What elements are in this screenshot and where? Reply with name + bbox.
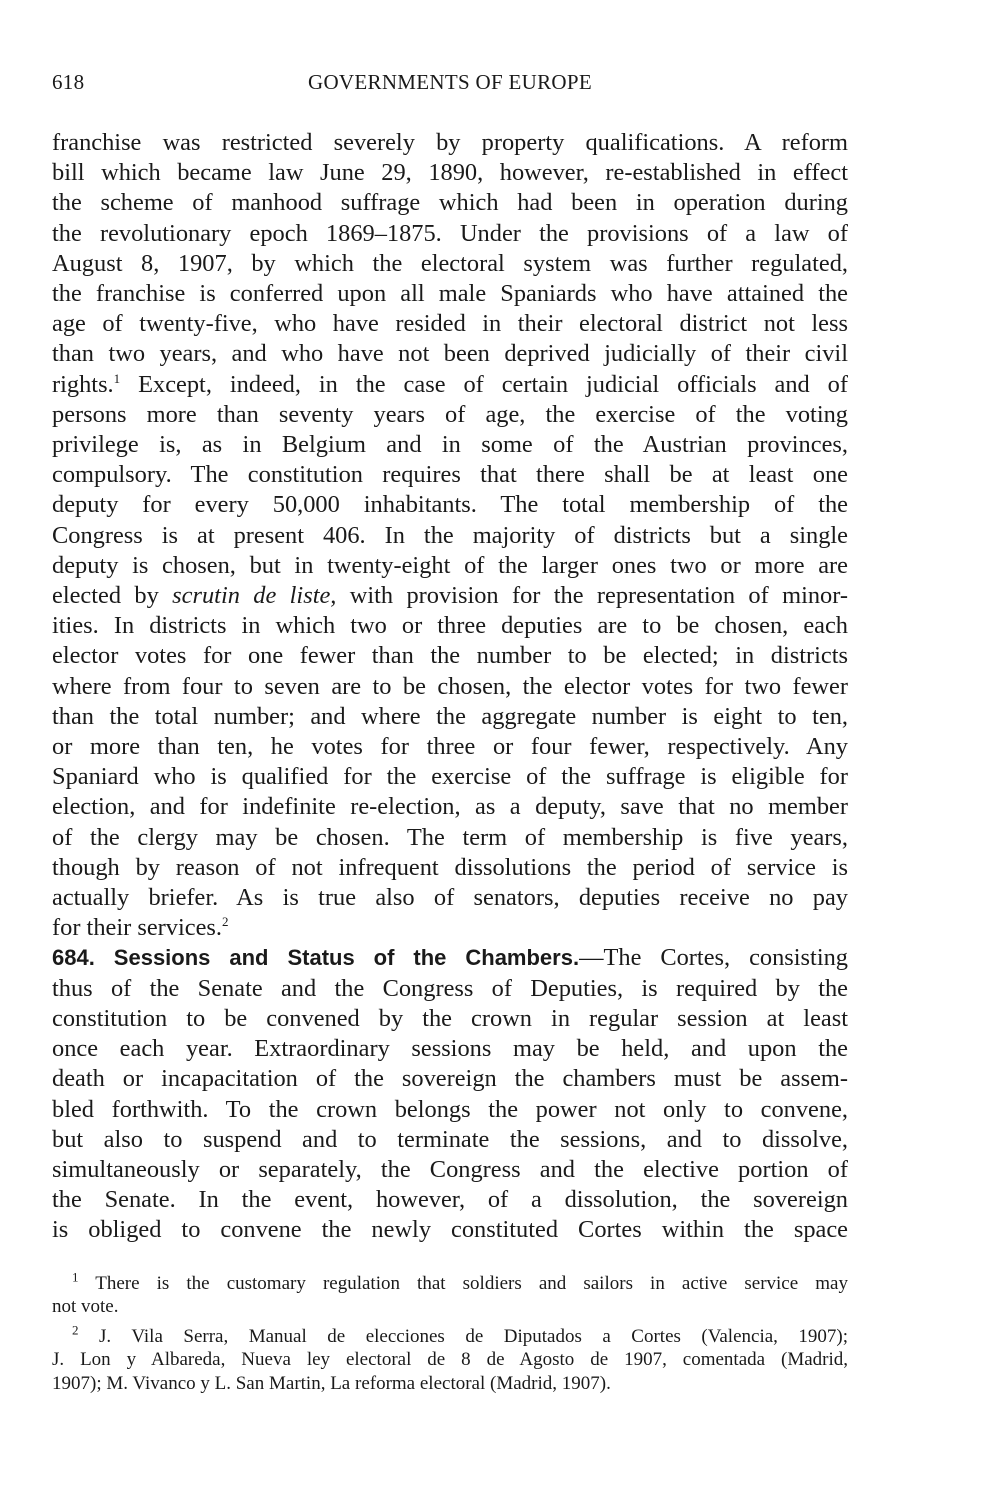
text-fragment: —The Cortes, consisting	[579, 944, 848, 972]
text-line: Congress is at present 406. In the majority of districts but a single	[52, 521, 848, 549]
text-line: thus of the Senate and the Congress of Deputies, is required by the	[52, 974, 848, 1002]
footnote-ref-1[interactable]: 1	[113, 370, 121, 386]
text-line: Spaniard who is qualified for the exercise of the suffrage is eligible for	[52, 763, 848, 791]
page-number: 618	[52, 70, 85, 94]
text-line: deputy for every 50,000 inhabitants. The total membership of the	[52, 491, 848, 519]
text-line: August 8, 1907, by which the electoral system was further regulated,	[52, 249, 848, 277]
footnote-text: There is the customary regulation that soldiers and sailors in active service may	[95, 1272, 848, 1294]
section-heading-line	[52, 943, 848, 973]
footnote-line	[52, 1269, 848, 1296]
text-fragment: Except, indeed, in the case of certain judicial officials and of	[120, 370, 848, 398]
text-line: ities. In districts in which two or three deputies are to be chosen, each	[52, 612, 848, 640]
text-line: of the clergy may be chosen. The term of membership is five years,	[52, 823, 848, 851]
text-line: bled forthwith. To the crown belongs the power not only to convene,	[52, 1095, 848, 1123]
section-title: Sessions and Status of the Chambers.	[113, 945, 580, 971]
footnotes	[52, 1269, 849, 1396]
text-line: once each year. Extraordinary sessions may be held, and upon the	[52, 1035, 848, 1063]
italic-term: scrutin de liste,	[172, 582, 337, 610]
text-fragment: rights.	[52, 370, 114, 398]
footnote-line: 1907); M. Vivanco y L. San Martin, La reforma electoral (Madrid, 1907).	[52, 1372, 611, 1394]
text-line	[52, 370, 848, 400]
text-line: death or incapacitation of the sovereign the chambers must be assem-	[52, 1065, 848, 1093]
text-line	[52, 581, 848, 611]
text-line: elector votes for one fewer than the number to be elected; in districts	[52, 642, 848, 670]
footnote-2	[52, 1322, 849, 1396]
footnote-line	[52, 1322, 849, 1349]
text-line: the Senate. In the event, however, of a dissolution, the sovereign	[52, 1186, 848, 1214]
paragraph-franchise	[52, 128, 848, 943]
text-line: or more than ten, he votes for three or four fewer, respectively. Any	[52, 733, 848, 761]
footnote-marker: 2	[72, 1322, 79, 1338]
footnote-text: J. Vila Serra, Manual de elecciones de Diputados a Cortes (Valencia, 1907);	[99, 1325, 849, 1347]
footnote-1	[52, 1269, 848, 1319]
text-line: deputy is chosen, but in twenty-eight of the larger ones two or more are	[52, 551, 848, 579]
running-header	[52, 70, 848, 104]
footnote-ref-2[interactable]: 2	[221, 914, 229, 930]
text-line: than two years, and who have not been deprived judicially of their civil	[52, 340, 848, 368]
text-line: than the total number; and where the aggregate number is eight to ten,	[52, 702, 848, 730]
paragraph-sessions	[52, 943, 848, 1245]
text-line: compulsory. The constitution requires that there shall be at least one	[52, 461, 848, 489]
text-line: privilege is, as in Belgium and in some of the Austrian provinces,	[52, 431, 848, 459]
text-line: the scheme of manhood suffrage which had been in operation during	[52, 189, 848, 217]
text-fragment: for their services.	[52, 914, 222, 942]
text-line: though by reason of not infrequent dissolutions the period of service is	[52, 853, 848, 881]
text-fragment: with provision for the representation of minor-	[336, 582, 848, 610]
text-line: but also to suspend and to terminate the sessions, and to dissolve,	[52, 1125, 848, 1153]
section-number: 684.	[52, 945, 95, 971]
book-page	[52, 70, 848, 1401]
footnote-line: J. Lon y Albareda, Nueva ley electoral de 8 de Agosto de 1907, comentada (Madrid,	[52, 1349, 848, 1371]
text-fragment: elected by	[52, 582, 173, 610]
running-title: GOVERNMENTS OF EUROPE	[308, 70, 592, 94]
text-line: the revolutionary epoch 1869–1875. Under the provisions of a law of	[52, 219, 848, 247]
text-line: bill which became law June 29, 1890, however, re-established in effect	[52, 159, 848, 187]
text-line: franchise was restricted severely by property qualifications. A reform	[52, 129, 848, 156]
text-line: where from four to seven are to be chosen, the elector votes for two fewer	[52, 672, 848, 700]
text-line: actually briefer. As is true also of senators, deputies receive no pay	[52, 884, 848, 912]
text-line	[52, 913, 848, 943]
text-line: constitution to be convened by the crown in regular session at least	[52, 1004, 848, 1032]
footnote-marker: 1	[72, 1269, 79, 1285]
footnote-line: not vote.	[52, 1296, 119, 1318]
text-line: is obliged to convene the newly constituted Cortes within the space	[52, 1216, 848, 1244]
text-line: the franchise is conferred upon all male Spaniards who have attained the	[52, 280, 848, 308]
body-text	[52, 128, 848, 1246]
text-line: simultaneously or separately, the Congress and the elective portion of	[52, 1155, 848, 1183]
text-line: election, and for indefinite re-election, as a deputy, save that no member	[52, 793, 848, 821]
text-line: age of twenty-five, who have resided in their electoral district not less	[52, 310, 848, 338]
text-line: persons more than seventy years of age, the exercise of the voting	[52, 400, 848, 428]
